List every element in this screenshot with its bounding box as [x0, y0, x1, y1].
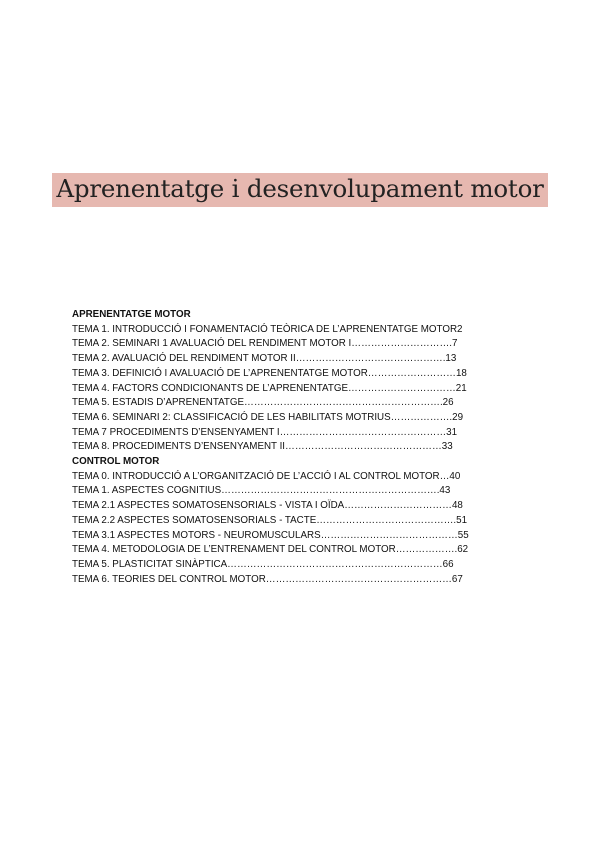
toc-item: TEMA 0. INTRODUCCIÓ A L’ORGANITZACIÓ DE L’ACCIÓ I AL CONTROL MOTOR…40 — [72, 470, 461, 482]
toc-item: TEMA 3. DEFINICIÓ I AVALUACIÓ DE L’APRENENTATGE MOTOR………………………18 — [72, 367, 467, 379]
toc-item: TEMA 2.2 ASPECTES SOMATOSENSORIALS - TACTE…………………………………….51 — [72, 514, 468, 526]
title-container — [0, 173, 600, 207]
section-heading-control: CONTROL MOTOR — [72, 456, 160, 468]
toc-item: TEMA 1. ASPECTES COGNITIUS………………………………………………………….43 — [72, 485, 451, 497]
toc-item: TEMA 6. TEORIES DEL CONTROL MOTOR…………………………………………………67 — [72, 573, 463, 585]
document-title: Aprenentatge i desenvolupament motor — [52, 173, 547, 207]
toc-item: TEMA 1. INTRODUCCIÓ I FONAMENTACIÓ TEÒRICA DE L’APRENENTATGE MOTOR2 — [72, 323, 463, 335]
toc-item: TEMA 2. AVALUACIÓ DEL RENDIMENT MOTOR II……………………………………….13 — [72, 353, 457, 365]
toc-item: TEMA 2.1 ASPECTES SOMATOSENSORIALS - VISTA I OÏDA……………………………48 — [72, 500, 463, 512]
section-heading-aprenentatge: APRENENTATGE MOTOR — [72, 309, 191, 320]
toc-item: TEMA 8. PROCEDIMENTS D’ENSENYAMENT II…………………………………………33 — [72, 441, 453, 453]
toc-item: TEMA 5. ESTADIS D’APRENENTATGE…………………………………………………….26 — [72, 397, 454, 409]
toc-item: TEMA 4. FACTORS CONDICIONANTS DE L’APRENENTATGE……………………………21 — [72, 382, 467, 394]
toc-item: TEMA 6. SEMINARI 2: CLASSIFICACIÓ DE LES HABILITATS MOTRIUS……………….29 — [72, 411, 464, 423]
toc-item: TEMA 4. METODOLOGIA DE L’ENTRENAMENT DEL CONTROL MOTOR……………….62 — [72, 544, 469, 556]
toc-item: TEMA 7 PROCEDIMENTS D’ENSENYAMENT I……………………………………………31 — [72, 426, 458, 438]
table-of-contents — [72, 308, 522, 587]
toc-item: TEMA 3.1 ASPECTES MOTORS - NEUROMUSCULARS……………………………………55 — [72, 529, 469, 541]
toc-item: TEMA 5. PLASTICITAT SINÀPTICA…………………………………………………………66 — [72, 558, 454, 570]
toc-item: TEMA 2. SEMINARI 1 AVALUACIÓ DEL RENDIMENT MOTOR I………………………….7 — [72, 338, 458, 350]
